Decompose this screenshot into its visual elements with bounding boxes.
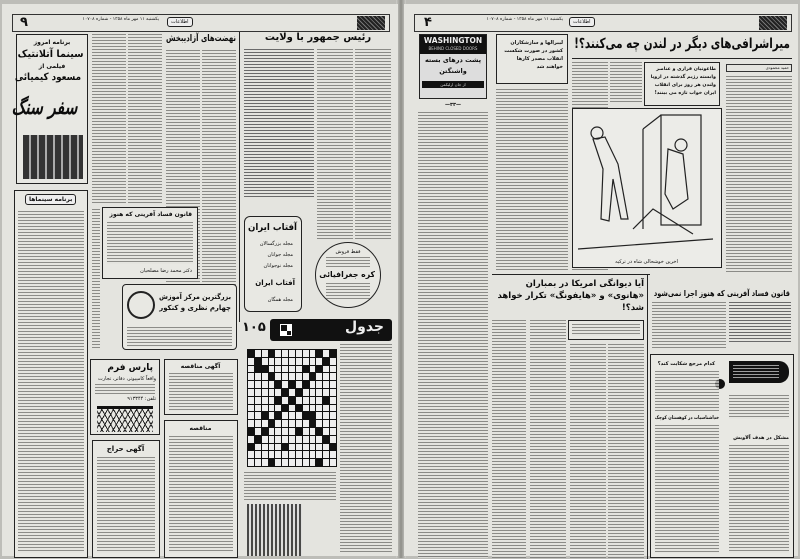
crossword-cell[interactable] [296, 373, 302, 380]
crossword-clues [340, 344, 392, 554]
crossword-cell[interactable] [296, 389, 302, 396]
crossword-cell[interactable] [269, 373, 275, 380]
crossword-cell[interactable] [262, 405, 268, 412]
ad-title: آگهی حراج [106, 445, 145, 453]
crossword-cell[interactable] [330, 428, 336, 435]
ad-title: آگهی مناقصه [180, 363, 221, 370]
crossword-cell[interactable] [330, 412, 336, 419]
crossword-grid[interactable] [247, 349, 337, 467]
crossword-cell[interactable] [269, 381, 275, 388]
crossword-cell[interactable] [248, 405, 254, 412]
text-column [496, 89, 568, 272]
crossword-cell[interactable] [323, 358, 329, 365]
crossword-cell[interactable] [282, 366, 288, 373]
crossword-cell[interactable] [316, 366, 322, 373]
crossword-cell[interactable] [275, 459, 281, 466]
crossword-cell[interactable] [282, 381, 288, 388]
ad-phone: تلفن: ۹۱۳۳۴۴ [127, 396, 156, 402]
crossword-cell[interactable] [316, 405, 322, 412]
crossword-cell[interactable] [316, 381, 322, 388]
ad-line: مسعود کیمیائی [14, 72, 82, 83]
crossword-cell[interactable] [303, 397, 309, 404]
crossword-cell[interactable] [282, 405, 288, 412]
crossword-cell[interactable] [296, 420, 302, 427]
crossword-cell[interactable] [269, 366, 275, 373]
school-ad [122, 284, 237, 350]
film-title-logo: سفر سنگ [11, 95, 78, 119]
crossword-cell[interactable] [275, 436, 281, 443]
crossword-cell[interactable] [248, 428, 254, 435]
crossword-cell[interactable] [323, 451, 329, 458]
crossword-cell[interactable] [310, 389, 316, 396]
quote-box-top [496, 34, 568, 84]
crossword-cell[interactable] [269, 412, 275, 419]
crossword-cell[interactable] [248, 436, 254, 443]
washington-author: از جان ارلیکمن [422, 81, 484, 88]
headline-vietnam: آیا دیوانگی امریکا در بمباران «هانوی» و «هایفونگ» تکرار خواهد شد؟! [497, 279, 644, 313]
crossword-cell[interactable] [248, 397, 254, 404]
crossword-cell[interactable] [330, 451, 336, 458]
crossword-cell[interactable] [255, 436, 261, 443]
crossword-cell[interactable] [275, 350, 281, 357]
crossword-cell[interactable] [248, 358, 254, 365]
cinema-programs-title: برنامه سینماها [25, 194, 76, 205]
washington-subtitle: BEHIND CLOSED DOORS [428, 46, 478, 51]
ad-line: فیلمی از [38, 63, 66, 70]
crossword-cell[interactable] [282, 397, 288, 404]
crossword-cell[interactable] [289, 451, 295, 458]
box-banner [729, 361, 789, 383]
school-seal-logo [127, 291, 155, 319]
crossword-cell[interactable] [282, 358, 288, 365]
text-column [317, 49, 353, 239]
crossword-cell[interactable] [289, 420, 295, 427]
building-illustration [97, 406, 153, 432]
crossword-cell[interactable] [303, 428, 309, 435]
crossword-cell[interactable] [316, 451, 322, 458]
crossword-cell[interactable] [248, 373, 254, 380]
crossword-cell[interactable] [262, 428, 268, 435]
page-number: ۴ [424, 15, 432, 30]
crossword-cell[interactable] [303, 436, 309, 443]
crossword-cell[interactable] [248, 366, 254, 373]
crossword-cell[interactable] [262, 459, 268, 466]
crossword-cell[interactable] [282, 412, 288, 419]
ad-title: آفتاب ایران [255, 279, 295, 287]
crossword-cell[interactable] [275, 397, 281, 404]
crossword-cell[interactable] [269, 389, 275, 396]
crossword-cell[interactable] [262, 358, 268, 365]
crossword-cell[interactable] [323, 420, 329, 427]
crossword-cell[interactable] [269, 358, 275, 365]
globe-ad [315, 242, 381, 308]
crossword-cell[interactable] [316, 428, 322, 435]
crossword-cell[interactable] [310, 381, 316, 388]
crossword-cell[interactable] [296, 412, 302, 419]
headline-president: رئیس جمهور با ولایت [264, 32, 372, 43]
box-author: دکتر محمد رضا مصلحیان [140, 268, 192, 274]
crossword-cell[interactable] [255, 381, 261, 388]
crossword-cell[interactable] [296, 428, 302, 435]
crossword-cell[interactable] [303, 405, 309, 412]
crossword-cell[interactable] [262, 389, 268, 396]
crossword-cell[interactable] [248, 451, 254, 458]
crossword-cell[interactable] [255, 405, 261, 412]
crossword-cell[interactable] [289, 397, 295, 404]
crossword-cell[interactable] [330, 366, 336, 373]
headline-main: میراشرافی‌های دیگر در لندن چه می‌کنند؟! [574, 36, 790, 52]
byline: حمید محمودی [726, 64, 792, 72]
crossword-cell[interactable] [323, 350, 329, 357]
crossword-cell[interactable] [255, 358, 261, 365]
text-column [729, 302, 791, 342]
crossword-cell[interactable] [262, 397, 268, 404]
ad-item: مجله همگان [267, 297, 293, 303]
crossword-cell[interactable] [316, 373, 322, 380]
crossword-cell[interactable] [248, 389, 254, 396]
crossword-cell[interactable] [289, 428, 295, 435]
crossword-cell[interactable] [303, 350, 309, 357]
section-label: اطلاعات [569, 17, 595, 27]
text-column [608, 344, 644, 558]
crossword-cell[interactable] [316, 389, 322, 396]
text-column [244, 49, 314, 199]
text-column [530, 320, 566, 558]
washington-fa2: واشنگتن [439, 67, 467, 75]
crossword-cell[interactable] [275, 373, 281, 380]
crossword-cell[interactable] [269, 444, 275, 451]
crossword-cell[interactable] [310, 444, 316, 451]
crossword-cell[interactable] [289, 373, 295, 380]
ad-line: چهارم نظری و کنکور [159, 304, 231, 312]
crossword-cell[interactable] [262, 366, 268, 373]
crossword-cell[interactable] [262, 381, 268, 388]
cartoon-illustration [573, 109, 720, 255]
crossword-cell[interactable] [262, 436, 268, 443]
crossword-cell[interactable] [310, 350, 316, 357]
crossword-cell[interactable] [303, 412, 309, 419]
cartoon [572, 108, 722, 268]
headline-law: قانون فساد آفرینی که هنوز اجرا نمی‌شود [653, 289, 790, 298]
crossword-cell[interactable] [282, 444, 288, 451]
crossword-cell[interactable] [289, 405, 295, 412]
crossword-cell[interactable] [303, 459, 309, 466]
washington-fa1: پشت درهای بسته [424, 56, 482, 64]
crossword-cell[interactable] [255, 397, 261, 404]
crossword-cell[interactable] [303, 373, 309, 380]
crossword-cell[interactable] [269, 436, 275, 443]
crossword-cell[interactable] [330, 358, 336, 365]
crossword-cell[interactable] [289, 436, 295, 443]
crossword-cell[interactable] [269, 420, 275, 427]
crossword-cell[interactable] [330, 420, 336, 427]
text-column [92, 34, 126, 204]
crossword-cell[interactable] [282, 428, 288, 435]
law-box [102, 207, 198, 279]
vietnam-box [568, 320, 644, 340]
crossword-cell[interactable] [289, 366, 295, 373]
ad-line: فقط فروش [335, 249, 361, 255]
quote-text: طاغوتیان فراری و عناصر وابسته رژیم گذشته در اروپا ولندن هر روز برای انقلاب ایران خواب تازه می بینند! [650, 67, 716, 96]
ad-line: سینما آتلانتیک [17, 49, 84, 60]
washington-title: WASHINGTON [423, 36, 483, 45]
crossword-cell[interactable] [296, 381, 302, 388]
crossword-cell[interactable] [310, 420, 316, 427]
date: یکشنبه ۱۱ مهر ماه ۱۳۵۸ - شماره ۱۰۷۰۸ [82, 17, 159, 22]
date: یکشنبه ۱۱ مهر ماه ۱۳۵۸ - شماره ۱۰۷۰۸ [486, 17, 563, 22]
ad-title: مناقصه [189, 425, 212, 432]
crossword-cell[interactable] [323, 397, 329, 404]
crossword-cell[interactable] [255, 428, 261, 435]
ad-line: واقعاً کامپیوتر، دفاتر، تجارت [97, 376, 156, 382]
crossword-cell[interactable] [296, 366, 302, 373]
crossword-cell[interactable] [275, 444, 281, 451]
crossword-cell[interactable] [310, 405, 316, 412]
crossword-cell[interactable] [269, 451, 275, 458]
crossword-cell[interactable] [275, 389, 281, 396]
box-title: قانون فساد آفرینی که هنوز [109, 211, 192, 218]
crossword-cell[interactable] [282, 389, 288, 396]
crossword-cell[interactable] [316, 459, 322, 466]
crossword-header: جدول [270, 319, 392, 341]
crossword-cell[interactable] [323, 428, 329, 435]
crossword-cell[interactable] [255, 451, 261, 458]
crossword-cell[interactable] [323, 389, 329, 396]
crossword-cell[interactable] [310, 373, 316, 380]
ad-line: برنامه امروز [33, 39, 71, 46]
solution-grid [247, 504, 302, 556]
crossword-cell[interactable] [323, 366, 329, 373]
text-column [128, 34, 162, 204]
crossword-cell[interactable] [255, 420, 261, 427]
crossword-cell[interactable] [316, 444, 322, 451]
quote-text: لیبرالها و سازشکاران کشور در صورت شکست انقلاب مصدر کارها خواهند شد [504, 40, 563, 70]
crossword-cell[interactable] [303, 366, 309, 373]
crossword-cell[interactable] [275, 420, 281, 427]
crossword-cell[interactable] [275, 358, 281, 365]
crossword-cell[interactable] [310, 358, 316, 365]
complaints-box [650, 354, 794, 558]
crossword-cell[interactable] [289, 350, 295, 357]
crossword-cell[interactable] [296, 405, 302, 412]
crossword-cell[interactable] [255, 373, 261, 380]
left-page [2, 4, 398, 556]
crossword-cell[interactable] [262, 350, 268, 357]
crossword-cell[interactable] [282, 451, 288, 458]
crossword-cell[interactable] [248, 444, 254, 451]
crossword-cell[interactable] [330, 436, 336, 443]
tender2-ad [164, 420, 238, 558]
crossword-cell[interactable] [255, 366, 261, 373]
crossword-cell[interactable] [255, 412, 261, 419]
crossword-cell[interactable] [330, 381, 336, 388]
ad-title: پارس فرم [107, 363, 153, 373]
crossword-cell[interactable] [248, 412, 254, 419]
crossword-cell[interactable] [310, 366, 316, 373]
crossword-cell[interactable] [282, 436, 288, 443]
text-column [418, 112, 488, 558]
crossword-cell[interactable] [303, 358, 309, 365]
crossword-cell[interactable] [310, 412, 316, 419]
crossword-cell[interactable] [330, 459, 336, 466]
episode-number: —۳۳— [444, 102, 462, 108]
crossword-cell[interactable] [330, 373, 336, 380]
ad-item: مجله جوانان [267, 252, 293, 258]
crossword-cell[interactable] [310, 397, 316, 404]
text-column [652, 302, 726, 350]
crossword-cell[interactable] [316, 436, 322, 443]
crossword-cell[interactable] [316, 412, 322, 419]
crossword-cell[interactable] [303, 451, 309, 458]
crossword-cell[interactable] [296, 444, 302, 451]
crossword-cell[interactable] [310, 459, 316, 466]
ad-title: آفتاب ایران [247, 223, 297, 233]
masthead-logo [357, 16, 385, 30]
crossword-cell[interactable] [289, 358, 295, 365]
crossword-cell[interactable] [262, 451, 268, 458]
pars-ad [90, 359, 160, 435]
quote-box-mid [644, 62, 720, 106]
crossword-cell[interactable] [323, 373, 329, 380]
crossword-cell[interactable] [316, 420, 322, 427]
crossword-cell[interactable] [282, 373, 288, 380]
crossword-clues [244, 472, 336, 502]
crossword-cell[interactable] [310, 436, 316, 443]
box-heading: کدام مرجع شکایت کند؟ [657, 361, 715, 367]
crossword-cell[interactable] [275, 412, 281, 419]
crossword-number: ۱۰۵ [242, 320, 266, 335]
film-photos [23, 135, 83, 179]
crossword-cell[interactable] [275, 428, 281, 435]
crossword-cell[interactable] [262, 373, 268, 380]
crossword-cell[interactable] [303, 420, 309, 427]
crossword-cell[interactable] [330, 397, 336, 404]
text-column [492, 320, 526, 558]
auction-ad [92, 440, 160, 558]
crossword-cell[interactable] [275, 381, 281, 388]
box-subheading: خداشناسیات در کوهستان کوچک [654, 415, 719, 421]
crossword-cell[interactable] [262, 420, 268, 427]
crossword-cell[interactable] [330, 405, 336, 412]
crossword-cell[interactable] [282, 420, 288, 427]
crossword-cell[interactable] [310, 451, 316, 458]
crossword-cell[interactable] [316, 397, 322, 404]
crossword-cell[interactable] [323, 405, 329, 412]
crossword-cell[interactable] [269, 397, 275, 404]
crossword-cell[interactable] [269, 459, 275, 466]
crossword-cell[interactable] [316, 350, 322, 357]
masthead-logo [759, 16, 787, 30]
crossword-cell[interactable] [255, 389, 261, 396]
headline-liberation: نهضت‌های آزادیبخش [166, 34, 236, 44]
crossword-cell[interactable] [275, 405, 281, 412]
crossword-cell[interactable] [316, 358, 322, 365]
washington-ad [419, 34, 487, 99]
cinema-ad [11, 34, 88, 184]
crossword-cell[interactable] [269, 350, 275, 357]
crossword-cell[interactable] [323, 436, 329, 443]
crossword-cell[interactable] [282, 459, 288, 466]
ad-title: کره جغرافیائی [319, 270, 376, 279]
text-column [202, 50, 236, 300]
crossword-cell[interactable] [323, 444, 329, 451]
crossword-cell[interactable] [269, 428, 275, 435]
crossword-cell[interactable] [323, 412, 329, 419]
crossword-cell[interactable] [289, 389, 295, 396]
aftab-ad [244, 216, 302, 312]
crossword-cell[interactable] [296, 358, 302, 365]
text-column [570, 344, 606, 558]
crossword-cell[interactable] [303, 381, 309, 388]
crossword-cell[interactable] [296, 350, 302, 357]
crossword-cell[interactable] [248, 381, 254, 388]
crossword-cell[interactable] [323, 459, 329, 466]
crossword-cell[interactable] [310, 428, 316, 435]
right-page [404, 4, 798, 556]
crossword-cell[interactable] [262, 412, 268, 419]
crossword-cell[interactable] [303, 444, 309, 451]
page-number: ۹ [20, 15, 28, 30]
checker-icon [280, 324, 292, 336]
crossword-cell[interactable] [296, 436, 302, 443]
crossword-cell[interactable] [248, 350, 254, 357]
ad-item: مجله نوجوانان [263, 263, 293, 269]
crossword-cell[interactable] [296, 397, 302, 404]
crossword-cell[interactable] [248, 459, 254, 466]
crossword-cell[interactable] [275, 366, 281, 373]
crossword-cell[interactable] [330, 350, 336, 357]
crossword-cell[interactable] [255, 459, 261, 466]
tender-ad [164, 359, 238, 415]
crossword-cell[interactable] [282, 350, 288, 357]
crossword-cell[interactable] [289, 444, 295, 451]
text-column [610, 62, 642, 102]
crossword-cell[interactable] [296, 451, 302, 458]
crossword-cell[interactable] [296, 459, 302, 466]
crossword-cell[interactable] [330, 389, 336, 396]
box-subheading: مشکل در هدف آلاویش [733, 435, 789, 441]
crossword-cell[interactable] [289, 412, 295, 419]
crossword-cell[interactable] [269, 405, 275, 412]
crossword-cell[interactable] [289, 381, 295, 388]
text-column [726, 76, 792, 272]
section-label: اطلاعات [167, 17, 193, 27]
cinema-programs [14, 190, 88, 558]
crossword-cell[interactable] [248, 420, 254, 427]
crossword-cell[interactable] [289, 459, 295, 466]
crossword-cell[interactable] [330, 444, 336, 451]
crossword-cell[interactable] [255, 350, 261, 357]
ad-item: مجله بزرگسالان [259, 241, 293, 247]
crossword-cell[interactable] [323, 381, 329, 388]
crossword-cell[interactable] [262, 444, 268, 451]
text-column [355, 49, 391, 239]
cartoon-caption: اخرین خوشحالی شاه در ترکیه [615, 259, 678, 265]
crossword-cell[interactable] [275, 451, 281, 458]
ad-line: بزرگترین مرکز آموزش [158, 293, 231, 301]
crossword-cell[interactable] [303, 389, 309, 396]
crossword-cell[interactable] [255, 444, 261, 451]
